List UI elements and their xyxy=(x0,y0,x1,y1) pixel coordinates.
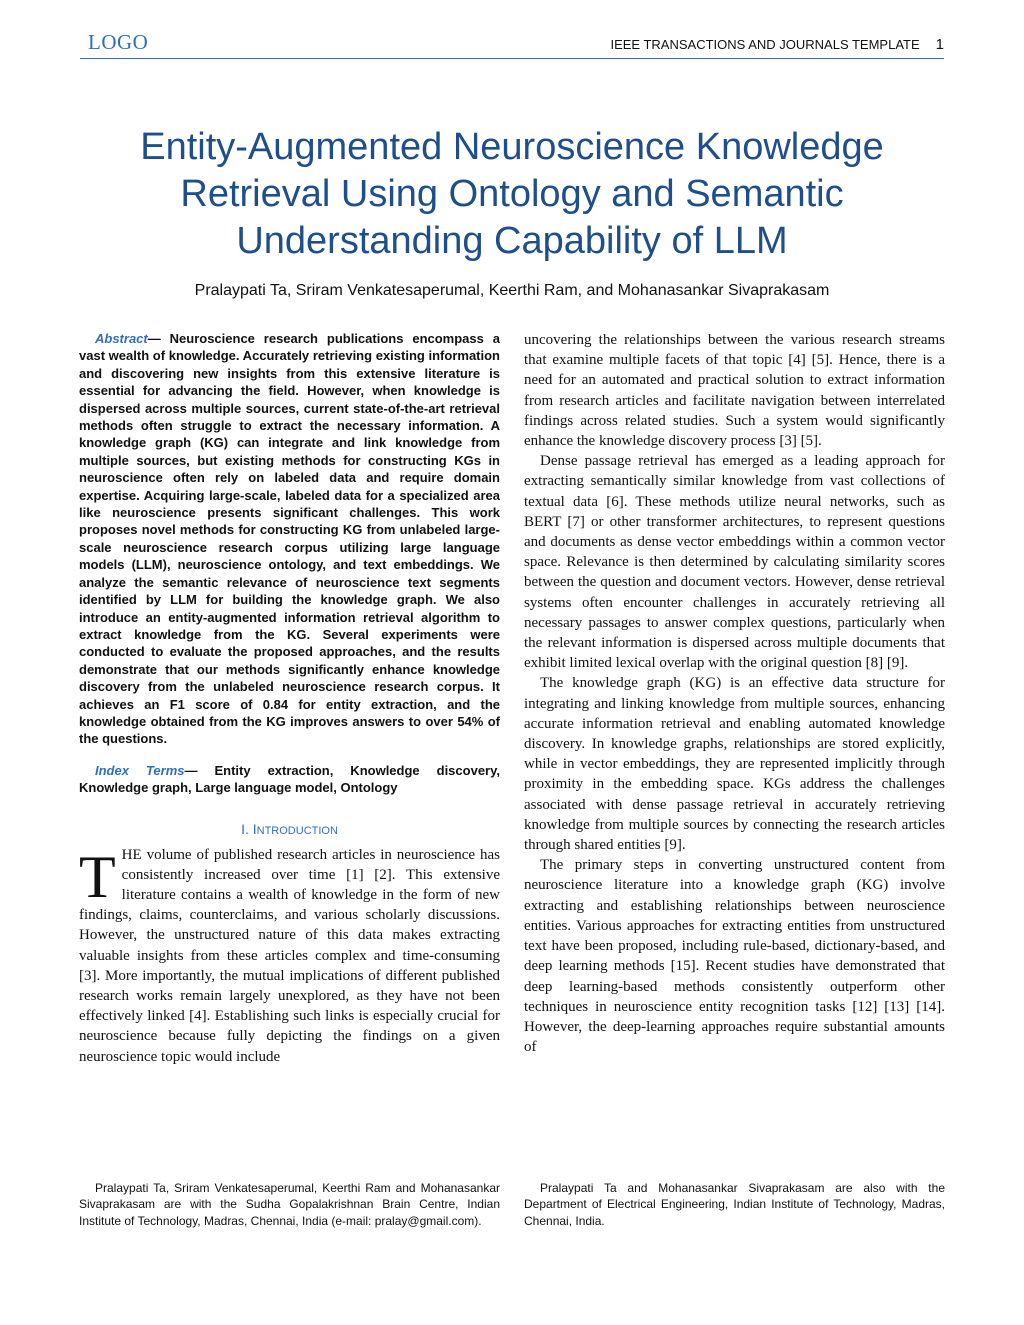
right-column xyxy=(524,330,945,1057)
abstract xyxy=(79,330,500,748)
title-line: Retrieval Using Ontology and Semantic xyxy=(180,173,844,215)
index-terms-label: Index Terms xyxy=(95,762,185,778)
first-word-rest: HE xyxy=(121,846,142,863)
intro-paragraph-1-continued: uncovering the relationships between the various research streams that examine multiple facets of that topic [4] [5]. Hence, there is a need for an automated and practical solution to extract information from research articles and facilitate navigation between interrelated findings across related studies. Such a system would significantly enhance the knowledge discovery process [3] [5]. xyxy=(524,332,945,450)
section-title-rest: NTRODUCTION xyxy=(256,824,338,837)
running-header xyxy=(610,36,944,53)
footnote-right xyxy=(524,1180,945,1229)
left-column xyxy=(79,330,500,1067)
footnote-affiliation-extra: Pralaypati Ta and Mohanasankar Sivaprakasam are also with the Department of Electrical Engineering, Indian Institute of Technology, Madras, Chennai, India. xyxy=(524,1181,945,1228)
paper-title xyxy=(60,124,964,265)
header-rule xyxy=(80,58,944,59)
section-heading-introduction xyxy=(79,821,500,837)
title-line: Entity-Augmented Neuroscience Knowledge xyxy=(140,126,884,168)
intro-paragraph-4: The primary steps in converting unstructured content from neuroscience literature into a knowledge graph (KG) involve extracting and establishing relationships between neuroscience entities. Various approaches for extracting entities from unstructured text have been proposed, including rule-based, dictionary-based, and deep learning methods [15]. Recent studies have demonstrated that deep learning-based methods consistently outperform other techniques in neuroscience entity recognition tasks [12] [13] [14]. However, the deep-learning approaches require substantial amounts of xyxy=(524,857,945,1056)
index-terms-text: — Entity extraction, Knowledge discovery, Knowledge graph, Large language model, Ontology xyxy=(79,762,500,796)
title-line: Understanding Capability of LLM xyxy=(236,220,788,262)
running-title: IEEE TRANSACTIONS AND JOURNALS TEMPLATE xyxy=(610,37,920,52)
abstract-label: Abstract xyxy=(95,331,148,346)
intro-paragraph-2: Dense passage retrieval has emerged as a leading approach for extracting semantically similar knowledge from vast collections of textual data [6]. These methods utilize neural networks, such as BERT [7] or other transformer architectures, to represent questions and documents as dense vector embeddings within a common vector space. Relevance is then determined by calculating similarity scores between the question and document vectors. However, dense retrieval systems often encounter challenges in accurately retrieving all necessary passages to answer complex questions, particularly when the relevant information is dispersed across multiple documents that exhibit limited lexical overlap with the original question [8] [9]. xyxy=(524,453,945,672)
author-list: Pralaypati Ta, Sriram Venkatesaperumal, Keerthi Ram, and Mohanasankar Sivaprakasam xyxy=(194,282,830,299)
abstract-text: — Neuroscience research publications encompass a vast wealth of knowledge. Accurately retrieving existing information and discovering new insights from this extensive literature is essential for advancing the field. However, when knowledge is dispersed across multiple sources, current state-of-the-art retrieval methods often struggle to extract the necessary information. A knowledge graph (KG) can integrate and link knowledge from multiple sources, but existing methods for constructing KGs in neuroscience often rely on labeled data and require domain expertise. Acquiring large-scale, labeled data for a specialized area like neuroscience presents significant challenges. This work proposes novel methods for constructing KG from unlabeled large-scale neuroscience research corpus utilizing large language models (LLM), neuroscience ontology, and text embeddings. We analyze the semantic relevance of neuroscience text segments identified by LLM for building the knowledge graph. We also introduce an entity-augmented information retrieval algorithm to extract knowledge from the KG. Several experiments were conducted to evaluate the proposed approaches, and the results demonstrate that our methods significantly enhance knowledge discovery from the unlabeled neuroscience research corpus. It achieves an F1 score of 0.84 for entity extraction, and the knowledge obtained from the KG improves answers to over 54% of the questions. xyxy=(79,331,500,747)
section-numeral: I. I xyxy=(241,820,257,837)
index-terms xyxy=(79,762,500,797)
footnote-left xyxy=(79,1180,500,1229)
intro-paragraph-3: The knowledge graph (KG) is an effective data structure for integrating and linking knowledge from multiple sources, enhancing accurate information retrieval and enabling automated knowledge discovery. In knowledge graphs, relationships are stored explicitly, while in vector embeddings, they are represented implicitly through proximity in the embedding space. KGs address the challenges associated with dense passage retrieval in accurately retrieving knowledge from multiple sources by connecting the research articles through shared entities [9]. xyxy=(524,675,945,854)
page-number: 1 xyxy=(935,36,944,53)
drop-cap: T xyxy=(79,843,116,910)
footnote-affiliation: Pralaypati Ta, Sriram Venkatesaperumal, Keerthi Ram and Mohanasankar Sivaprakasam are with the Sudha Gopalakrishnan Brain Centre, Indian Institute of Technology, Madras, Chennai, India (e-mail: pralay@gmail.com). xyxy=(79,1181,500,1228)
paragraph-text: volume of published research articles in neuroscience has consistently increased over time [1] [2]. This extensive literature contains a wealth of knowledge in the form of new findings, claims, counterclaims, and various scholarly discussions. However, the unstructured nature of this data makes extracting valuable insights from these articles complex and time-consuming [3]. More importantly, the mutual implications of different published research works remain largely unexplored, as they have not been effectively linked [4]. Establishing such links is especially crucial for neuroscience because fully depicting the findings on a given neuroscience topic would include xyxy=(79,846,500,1065)
journal-logo: LOGO xyxy=(88,30,149,54)
intro-paragraph-1 xyxy=(79,845,500,1067)
